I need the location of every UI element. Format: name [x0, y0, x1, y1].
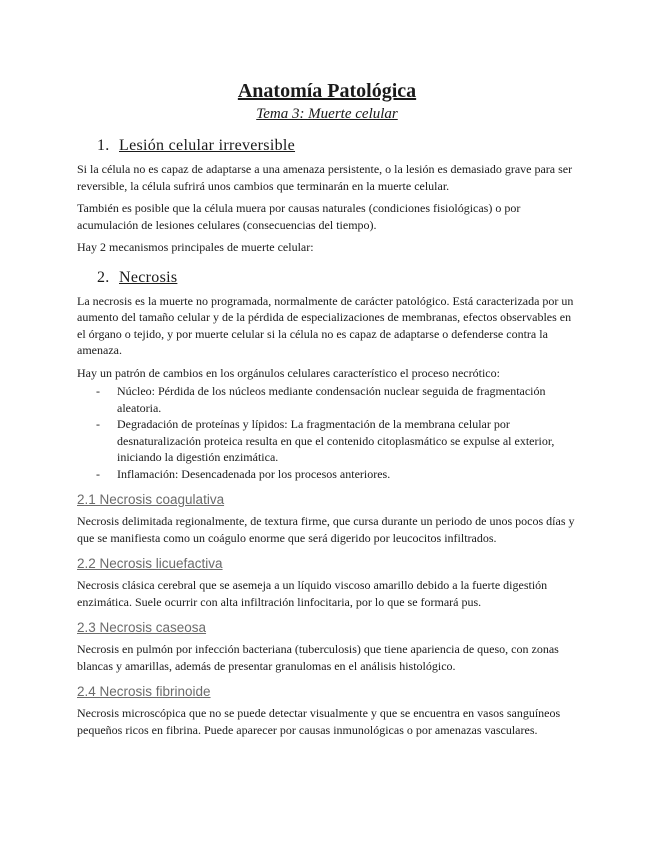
bullet-list — [77, 383, 577, 482]
section-title: Lesión celular irreversible — [119, 137, 296, 154]
list-item-text: Núcleo: Pérdida de los núcleos mediante condensación nuclear seguida de fragmentación aleatoria. — [117, 384, 546, 415]
section-heading-necrosis — [77, 268, 577, 288]
list-item — [77, 416, 577, 466]
paragraph: Necrosis microscópica que no se puede detectar visualmente y que se encuentra en vasos sanguíneos pequeños ricos en fibrina. Puede aparecer por causas inmunológicas o por amenazas vasculares. — [77, 706, 561, 737]
section-heading-lesion — [77, 136, 577, 156]
subsection-heading: 2.3 Necrosis caseosa — [77, 620, 207, 635]
paragraph: Necrosis delimitada regionalmente, de textura firme, que cursa durante un periodo de unos pocos días y que se manifiesta como un coágulo enorme que será digerido por leucocitos infiltrados. — [77, 514, 575, 545]
paragraph: También es posible que la célula muera por causas naturales (condiciones fisiológicas) o por acumulación de lesiones celulares (consecuencias del tiempo). — [77, 201, 521, 232]
list-item — [77, 383, 577, 416]
paragraph: Necrosis en pulmón por infección bacteriana (tuberculosis) que tiene apariencia de queso, con zonas blancas y amarillas, además de presentar granulomas en el análisis histológico. — [77, 642, 559, 673]
subsection-heading: 2.1 Necrosis coagulativa — [77, 492, 225, 507]
paragraph: Hay un patrón de cambios en los orgánulos celulares característico el proceso necrótico: — [77, 365, 500, 380]
subsection-heading: 2.4 Necrosis fibrinoide — [77, 684, 211, 699]
document-page — [77, 78, 577, 744]
document-subtitle: Tema 3: Muerte celular — [256, 106, 398, 122]
section-title: Necrosis — [119, 268, 178, 286]
paragraph: Necrosis clásica cerebral que se asemeja a un líquido viscoso amarillo debido a la fuerte digestión enzimática. Suele ocurrir con alta infiltración linfocitaria, por lo que se formará pus. — [77, 578, 548, 609]
paragraph: La necrosis es la muerte no programada, normalmente de carácter patológico. Está caracterizada por un aumento del tamaño celular y de la pérdida de especializaciones de membranas, efectos observables en el órgano o tejido, y por muerte celular si la célula no es capaz de adaptarse o defenderse contra la amenaza. — [77, 293, 574, 357]
bullet-marker: - — [96, 466, 100, 481]
list-item-text: Inflamación: Desencadenada por los procesos anteriores. — [117, 466, 391, 481]
paragraph: Hay 2 mecanismos principales de muerte celular: — [77, 240, 314, 254]
section-number: 1. — [97, 137, 110, 154]
list-item — [77, 466, 577, 483]
subsection-heading: 2.2 Necrosis licuefactiva — [77, 556, 223, 571]
document-title: Anatomía Patológica — [237, 80, 417, 102]
section-number: 2. — [97, 268, 110, 286]
bullet-marker: - — [96, 417, 100, 431]
paragraph: Si la célula no es capaz de adaptarse a una amenaza persistente, o la lesión es demasiado grave para ser reversible, la célula sufrirá unos cambios que terminarán en la muerte celular. — [77, 162, 573, 193]
list-item-text: Degradación de proteínas y lípidos: La fragmentación de la membrana celular por desnaturalización proteica resulta en que el contenido citoplasmático se expulse al exterior, iniciando la digestión enzimática. — [117, 417, 555, 464]
bullet-marker: - — [96, 384, 100, 398]
